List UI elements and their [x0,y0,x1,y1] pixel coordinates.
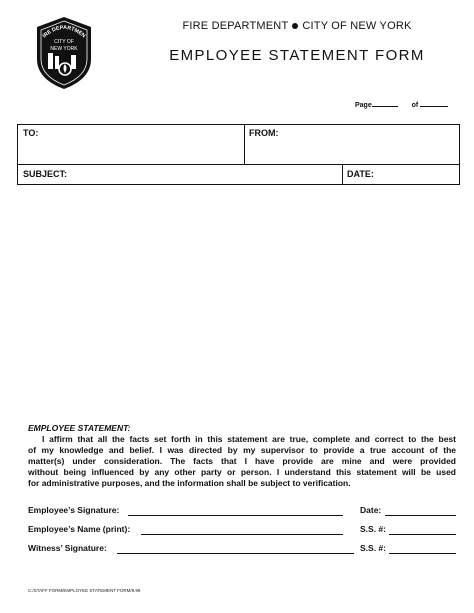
statement-line: of my knowledge and belief. I was directed by my supervisor to provide a true account of the [28,445,456,455]
statement-body [28,434,456,489]
subject-label[interactable]: SUBJECT: [23,169,68,179]
of-label: of [411,102,419,109]
divider [244,125,245,164]
divider [18,164,459,165]
org-right: CITY OF NEW YORK [302,20,412,32]
employee-name-label: Employee’s Name (print): [28,524,131,534]
seal-line1: CITY OF [54,39,74,45]
footer-path: C:/STAFF FORM/EMPLOYEE STATEMENT FORM/8.99 [28,588,141,593]
from-label[interactable]: FROM: [249,128,279,138]
sig-date-label: Date: [360,505,382,515]
to-label[interactable]: TO: [23,128,39,138]
date-label[interactable]: DATE: [347,169,374,179]
statement-line: I affirm that all the facts set forth in this statement are true, complete and correct to the best [42,434,456,444]
employee-signature-line[interactable] [128,515,343,516]
employee-name-line[interactable] [141,534,343,535]
org-header [120,20,474,32]
of-blank[interactable] [420,105,448,107]
page-label: Page [355,102,372,109]
witness-signature-line[interactable] [117,553,354,554]
statement-line: without being influenced by any other party or person. I understand this statement will be used [28,467,456,477]
ss1-line[interactable] [389,534,456,535]
seal-line2: NEW YORK [50,46,78,52]
ss2-line[interactable] [389,553,456,554]
divider [342,164,343,184]
page-blank[interactable] [372,105,398,107]
seal-arc-text: IRE DEPARTMEN [41,24,87,40]
org-left: FIRE DEPARTMENT [182,20,289,32]
ss1-label: S.S. #: [360,524,386,534]
bullet-icon [292,23,298,29]
employee-signature-label: Employee’s Signature: [28,505,120,515]
statement-title: EMPLOYEE STATEMENT: [28,423,131,433]
fdny-seal-logo [31,15,97,91]
routing-box [17,124,460,185]
statement-line: matter(s) under consideration. The facts that I have provide are mine and were provided [28,456,456,466]
form-title: EMPLOYEE STATEMENT FORM [169,47,425,64]
ss2-label: S.S. #: [360,543,386,553]
witness-signature-label: Witness’ Signature: [28,543,107,553]
sig-date-line[interactable] [385,515,456,516]
page-number-line [355,102,448,109]
statement-line: for administrative purposes, and the information shall be subject to verification. [28,478,351,488]
